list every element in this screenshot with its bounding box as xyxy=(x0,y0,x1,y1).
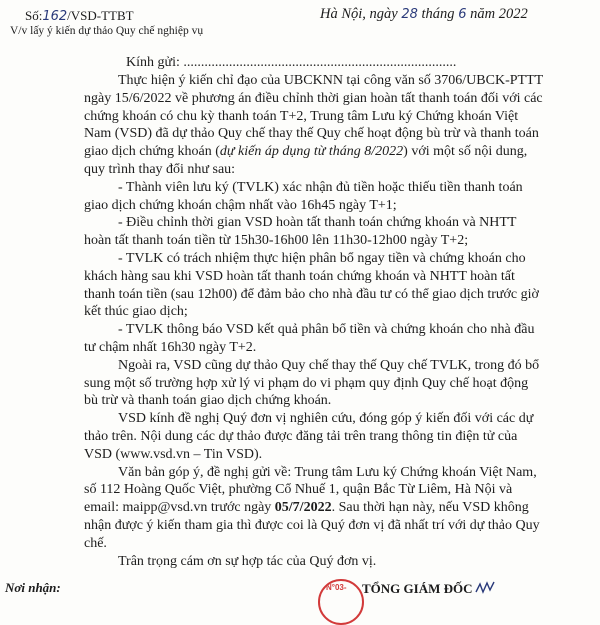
body-line xyxy=(0,554,600,570)
body-line xyxy=(0,198,600,214)
body-line xyxy=(0,180,600,196)
body-line xyxy=(0,269,600,285)
body-line-text: quy trình thay đổi như sau: xyxy=(84,162,236,177)
body-line xyxy=(0,465,600,481)
body-line-text: Nam (VSD) đã dự thảo Quy chế thay thế Quy chế hoạt động bù trừ và thanh toán xyxy=(84,126,539,142)
signature-title: TỔNG GIÁM ĐỐC xyxy=(362,581,473,596)
body-line-text: thảo trên. Nội dung các dự thảo được đăng tải trên trang thông tin điện tử của xyxy=(84,429,518,444)
document-number xyxy=(25,8,134,24)
body-line-text: số 112 Hoàng Quốc Việt, phường Cổ Nhuế 1, quận Bắc Từ Liêm, Hà Nội và xyxy=(84,482,513,498)
body-line xyxy=(0,518,600,534)
body-line xyxy=(0,233,600,249)
body-line xyxy=(0,358,600,374)
body-line xyxy=(0,429,600,445)
body-line xyxy=(0,447,600,463)
body-line xyxy=(0,251,600,267)
body-line-text: ngày 15/6/2022 về phương án điều chỉnh thời gian hoàn tất thanh toán đối với các xyxy=(84,90,543,106)
body-line xyxy=(0,340,600,356)
body-line-text: VSD kính đề nghị Quý đơn vị nghiên cứu, đóng góp ý kiến đối với các dự xyxy=(118,411,534,427)
document-number-prefix: Số: xyxy=(25,8,43,23)
body-line-text: tư chậm nhất 16h30 ngày T+2. xyxy=(84,340,257,355)
body-line-text: - TVLK thông báo VSD kết quả phân bổ tiền và chứng khoán cho nhà đầu xyxy=(118,322,535,338)
body-line-text: - Thành viên lưu ký (TVLK) xác nhận đủ tiền hoặc thiếu tiền thanh toán xyxy=(118,179,523,195)
document-subject: V/v lấy ý kiến dự thảo Quy chế nghiệp vụ xyxy=(10,25,204,37)
signature-mark xyxy=(474,580,496,596)
body-line-text: VSD (www.vsd.vn – Tin VSD). xyxy=(84,446,263,462)
body-line xyxy=(0,393,600,409)
body-line-text: bù trừ và thanh toán giao dịch chứng khoán. xyxy=(84,393,332,409)
date-month-label: tháng xyxy=(421,6,455,22)
body-line-italic: dự kiến áp dụng từ tháng 8/2022 xyxy=(219,144,404,160)
body-line-text: sung một số trường hợp xử lý vi phạm do vi phạm quy định Quy chế hoạt động xyxy=(84,375,529,391)
body-line-text: nhận được ý kiến tham gia thì được coi là Quý đơn vị đã nhất trí với dự thảo Quy xyxy=(84,518,540,533)
body-line-tail: ) với một số nội dung, xyxy=(403,144,528,160)
seal-text: N°03- xyxy=(326,583,347,592)
document-number-handwritten: 162 xyxy=(42,9,68,24)
body-line-text: chứng khoán có chu kỳ thanh toán T+2, Trung tâm Lưu ký Chứng khoán Việt xyxy=(84,108,519,124)
salutation: Kính gửi: .............................................................................. xyxy=(126,55,457,70)
body-line-text: Trân trọng cám ơn sự hợp tác của Quý đơn vị. xyxy=(118,553,377,569)
body-line xyxy=(0,215,600,231)
body-line-text: Thực hiện ý kiến chỉ đạo của UBCKNN tại công văn số 3706/UBCK-PTTT xyxy=(118,73,544,88)
date-day: 28 xyxy=(401,7,418,22)
body-line-text: email: maipp@vsd.vn trước ngày xyxy=(84,500,275,516)
body-line xyxy=(0,536,600,552)
date-year: năm 2022 xyxy=(470,6,528,22)
body-line-text: - TVLK có trách nhiệm thực hiện phân bổ ngay tiền và chứng khoán cho xyxy=(118,251,526,266)
body-line xyxy=(0,73,600,89)
body-line xyxy=(0,144,600,160)
body-line-text: Ngoài ra, VSD cũng dự thảo Quy chế thay thế Quy chế TVLK, trong đó bổ xyxy=(118,357,540,373)
body-line-text: hoàn tất thanh toán tiền từ 15h30-16h00 lên 11h30-12h00 ngày T+2; xyxy=(84,233,469,249)
body-line xyxy=(0,91,600,107)
body-line xyxy=(0,322,600,338)
body-line xyxy=(0,304,600,320)
body-line xyxy=(0,376,600,392)
date-month: 6 xyxy=(458,7,467,22)
body-line xyxy=(0,287,600,303)
body-line-bold: 05/7/2022 xyxy=(274,500,332,516)
body-line-text: kết thúc giao dịch; xyxy=(84,304,188,320)
date-prefix: Hà Nội, ngày xyxy=(320,6,398,22)
body-line-text: khách hàng sau khi VSD hoàn tất thanh toán chứng khoán và NHTT hoàn tất xyxy=(84,268,515,284)
body-line xyxy=(0,500,600,516)
body-line xyxy=(0,162,600,178)
body-line-text: giao dịch chứng khoán chậm nhất vào 16h45 ngày T+1; xyxy=(84,197,397,213)
body-line-text: Văn bản góp ý, đề nghị gửi về: Trung tâm Lưu ký Chứng khoán Việt Nam, xyxy=(118,464,537,480)
body-line-text: giao dịch chứng khoán ( xyxy=(84,144,220,160)
body-line-text: chế. xyxy=(84,535,107,551)
body-line-text: thanh toán tiền (sau 12h00) để đảm bảo cho nhà đầu tư có thể giao dịch trước giờ xyxy=(84,286,539,302)
body-line xyxy=(0,126,600,142)
document-number-suffix: /VSD-TTBT xyxy=(67,8,134,23)
body-line xyxy=(0,411,600,427)
document-date xyxy=(320,6,528,23)
body-line-tail: . Sau thời hạn này, nếu VSD không xyxy=(331,500,529,516)
body-line xyxy=(0,482,600,498)
official-seal xyxy=(318,579,364,625)
body-line xyxy=(0,109,600,125)
body-line-text: - Điều chỉnh thời gian VSD hoàn tất thanh toán chứng khoán và NHTT xyxy=(118,215,517,231)
recipients-label: Nơi nhận: xyxy=(5,580,61,595)
